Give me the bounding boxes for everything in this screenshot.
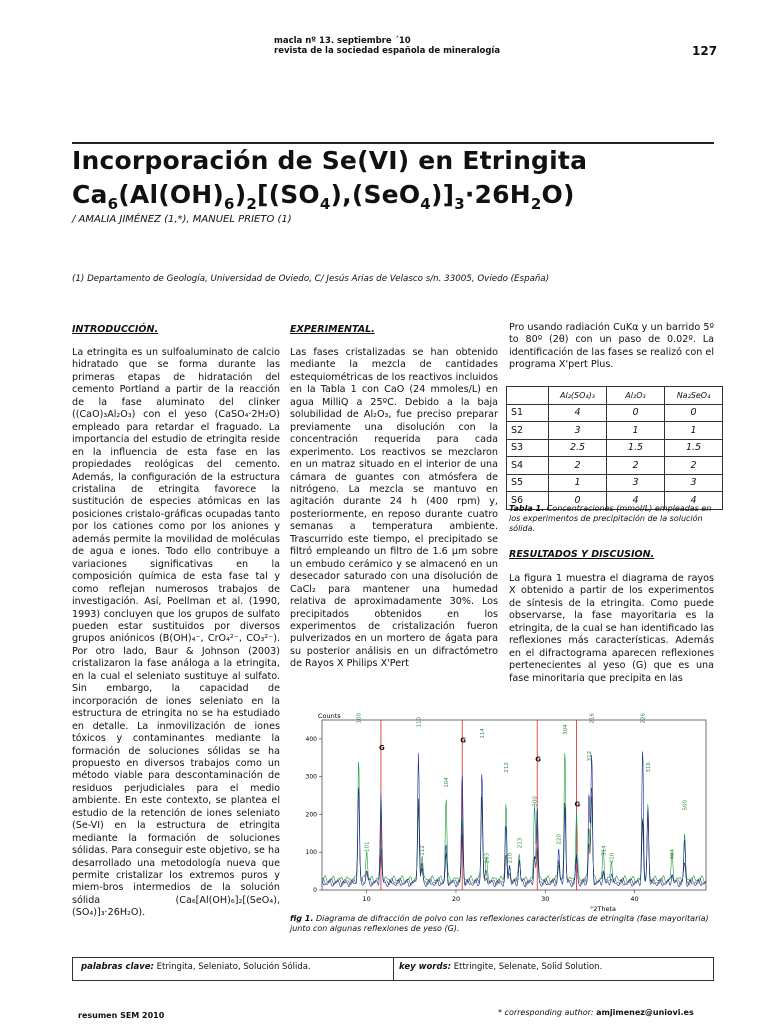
- table-row: [507, 404, 723, 422]
- table-cell: 1.5: [607, 439, 665, 457]
- y-tick-label: 200: [305, 811, 317, 819]
- table-cell: 0: [665, 404, 723, 422]
- table-cell: S2: [507, 422, 549, 440]
- chart-ylabel: Counts: [318, 712, 341, 720]
- peak-label: 226: [640, 713, 647, 724]
- peak-label: 220: [556, 833, 563, 845]
- keywords-box: [72, 957, 714, 981]
- table-1-caption: Tabla 1. Concentraciones (mmol/L) empleadas en los experimentos de precipitación de la solución sólida.: [509, 504, 712, 533]
- peak-label: 203: [484, 852, 491, 864]
- table-cell: 3: [549, 422, 607, 440]
- table-cell: 1: [549, 474, 607, 492]
- intro-text: La etringita es un sulfoaluminato de calcio hidratado que se forma durante las primeras etapas de hidratación del cemento Portland a partir de la reacción de la fase aluminato del clinker ((CaO)₃Al₂O₃) con el yeso (CaSO₄·2H₂O) empleado para retardar el fraguado. La importancia del estudio de etringita reside en la influencia de esta fase en las propiedades reológicas del cemento. Además, la configuración de la estructura cristalina de etringita favorece la sustitución de especies atómicas en las posiciones cristalo-gráficas ocupadas tanto por los cationes como por los aniones y además permite la movilidad de moléculas de agua e iones. Todo ello contribuye a variaciones significativas en la composición química de esta fase tal y como reflejan numerosos trabajos de investigación. Así, Poellman et al. (1990, 1993) concluyen que los grupos de sulfato pueden estar sustituidos por diversos grupos aniónicos (B(OH)₄⁻, CrO₄²⁻, CO₃²⁻). Por otro lado, Baur & Johnson (2003) cristalizaron la fase análoga a la etringita, en la cual el seleniato sustituye al sulfato. Sin embargo, la capacidad de incorporación de iones seleniato en la estructura de etringita no se ha estudiado en detalle. La inmovilización de iones tóxicos y contaminantes mediante la formación de soluciones sólidas se ha propuesto en diversos trabajos como un método viable para descontaminación de residuos perjudiciales para el medio ambiente. En este contexto, se plantea el estudio de la retención de iones seleniato (Se-VI) en la estructura de etringita mediante la formación de soluciones sólidas. Para conseguir este objetivo, se ha desarrollado una metodología nueva que permite cristalizar los extremos puros y miem-bros intermedios de la solución sólida (Ca₆[Al(OH)₆]₂[(SeO₄),(SO₄)]₃·26H₂O).: [72, 347, 280, 919]
- peak-label: 314: [601, 845, 608, 856]
- experimental-heading: EXPERIMENTAL.: [290, 324, 375, 335]
- peak-label: 304: [562, 724, 569, 735]
- table-cell: 2: [607, 457, 665, 475]
- gypsum-peak-label: G: [535, 755, 541, 764]
- table-cell: 4: [549, 404, 607, 422]
- peak-label: 216: [589, 713, 596, 724]
- peak-label: 300: [532, 796, 539, 807]
- peak-label: 101: [364, 841, 371, 852]
- peak-label: 410: [609, 852, 616, 864]
- x-tick-label: 10: [362, 895, 371, 903]
- table-cell: 3: [607, 474, 665, 492]
- table-cell: 2.5: [549, 439, 607, 457]
- keywords-es: palabras clave: Etringita, Seleniato, Solución Sólida.: [81, 962, 311, 972]
- table-row: [507, 439, 723, 457]
- gypsum-peak-label: G: [574, 800, 581, 809]
- col3-text: Pro usando radiación CuKα y un barrido 5º to 80º (2θ) con un paso de 0.02º. La identificación de las fases se realizó con el programa X'pert Plus.: [509, 322, 714, 371]
- x-tick-label: 20: [451, 895, 461, 903]
- peak-label: 210: [507, 852, 514, 864]
- table-row: [507, 422, 723, 440]
- intro-heading: INTRODUCCIÓN.: [72, 324, 159, 335]
- table-header-cell: Al₂O₃: [607, 387, 665, 405]
- y-tick-label: 0: [313, 887, 317, 894]
- table-cell: 1: [665, 422, 723, 440]
- table-header-cell: [507, 387, 549, 405]
- table-cell: 1.5: [665, 439, 723, 457]
- peak-label: 100: [356, 713, 363, 724]
- gypsum-peak-label: G: [378, 744, 385, 752]
- peak-label: 104: [444, 777, 451, 788]
- x-tick-label: 30: [541, 895, 550, 903]
- table-cell: 3: [665, 474, 723, 492]
- table-row: [507, 474, 723, 492]
- table-cell: S3: [507, 439, 549, 457]
- footer-left: resumen SEM 2010: [78, 1011, 165, 1020]
- peak-label: 312: [587, 750, 594, 762]
- table-row: [507, 457, 723, 475]
- table-cell: 0: [549, 492, 607, 510]
- article-title: Incorporación de Se(VI) en Etringita: [72, 146, 588, 175]
- results-heading: RESULTADOS Y DISCUSION.: [509, 549, 655, 560]
- peak-label: 500: [682, 799, 689, 811]
- keywords-divider: [393, 958, 394, 980]
- xrd-chart: [290, 706, 714, 916]
- y-tick-label: 400: [305, 735, 317, 743]
- table-header-cell: Al₂(SO₄)₃: [549, 387, 607, 405]
- table-cell: 2: [665, 457, 723, 475]
- table-header-row: [507, 387, 723, 405]
- peak-label: 110: [416, 716, 423, 728]
- results-text: La figura 1 muestra el diagrama de rayos X obtenido a partir de los experimentos de síntesis de la etringita. Como puede observarse, la fase mayoritaria es la etringita, de la cual se han identificado las reflexiones más características. Además en el difractograma aparecen reflexiones pertenecientes al yeso (G) que es una fase minoritaria que precipita en las: [509, 573, 714, 684]
- peak-label: 114: [479, 728, 486, 739]
- table-cell: S4: [507, 457, 549, 475]
- table-cell: S6: [507, 492, 549, 510]
- table-header-cell: Na₂SeO₄: [665, 387, 723, 405]
- table-cell: S5: [507, 474, 549, 492]
- journal-line-2: revista de la sociedad española de mineralogía: [274, 46, 501, 56]
- peak-label: 213: [517, 837, 524, 849]
- figure-caption: fig 1. Diagrama de difracción de polvo con las reflexiones características de etringita (fase mayoritaria) junto con algunas reflexiones de yeso (G).: [290, 914, 709, 933]
- article-formula: $Ca_6(Al(OH)_6)_2[(SO_4),(SeO_4)]_3\cdot 26H_2O$): [72, 180, 575, 213]
- experimental-text: Las fases cristalizadas se han obtenido mediante la mezcla de cantidades estequiométricas de los reactivos incluidos en la Tabla 1 con CaO (24 mmoles/L) en agua MilliQ a 25ºC. Debido a la baja solubilidad de Al₂O₃, fue preciso preparar previamente una disolución con la concentración requerida para cada experimento. Los reactivos se mezclaron en un matraz situado en el interior de una cámara de guantes con atmósfera de nitrógeno. La mezcla se mantuvo en agitación durante 24 h (400 rpm) y, posteriormente, en reposo durante cuatro semanas a temperatura ambiente. Trascurrido este tiempo, el precipitado se filtró empleando un filtro de 1.6 µm sobre un embudo cerámico y se almacenó en un desecador saturado con una disolución de CaCl₂ para mantener una humedad relativa de aproximadamente 30%. Los precipitados obtenidos en los experimentos de cristalización fueron pulverizados en un mortero de ágata para su posterior análisis en un difractómetro de Rayos X Philips X'Pert: [290, 347, 498, 670]
- affiliation: (1) Departamento de Geología, Universidad de Oviedo, C/ Jesús Arias de Velasco s/n. 33005, Oviedo (España): [72, 274, 550, 284]
- keywords-en: key words: Ettringite, Selenate, Solid Solution.: [399, 962, 603, 972]
- authors: / AMALIA JIMÉNEZ (1,*), MANUEL PRIETO (1): [72, 214, 292, 225]
- peak-label: 112: [420, 845, 427, 856]
- table-cell: 0: [607, 404, 665, 422]
- y-tick-label: 100: [305, 849, 317, 857]
- peak-label: 316: [645, 762, 652, 773]
- table-cell: 4: [607, 492, 665, 510]
- xrd-figure: [290, 706, 714, 916]
- page-number: 127: [692, 44, 718, 58]
- table-cell: 4: [665, 492, 723, 510]
- journal-line-1: macla nº 13. septiembre ´10: [274, 36, 411, 46]
- table-cell: 2: [549, 457, 607, 475]
- table-cell: 1: [607, 422, 665, 440]
- chart-xlabel: °2Theta: [590, 905, 617, 913]
- peak-label: 404: [670, 849, 677, 860]
- peak-label: 212: [503, 762, 510, 773]
- table-cell: S1: [507, 404, 549, 422]
- title-rule: [72, 142, 714, 144]
- gypsum-peak-label: G: [460, 736, 466, 745]
- footer-right: * corresponding author: amjimenez@uniovi.es: [498, 1008, 694, 1017]
- x-tick-label: 40: [630, 895, 639, 903]
- y-tick-label: 300: [305, 773, 317, 781]
- table-1: [506, 386, 723, 510]
